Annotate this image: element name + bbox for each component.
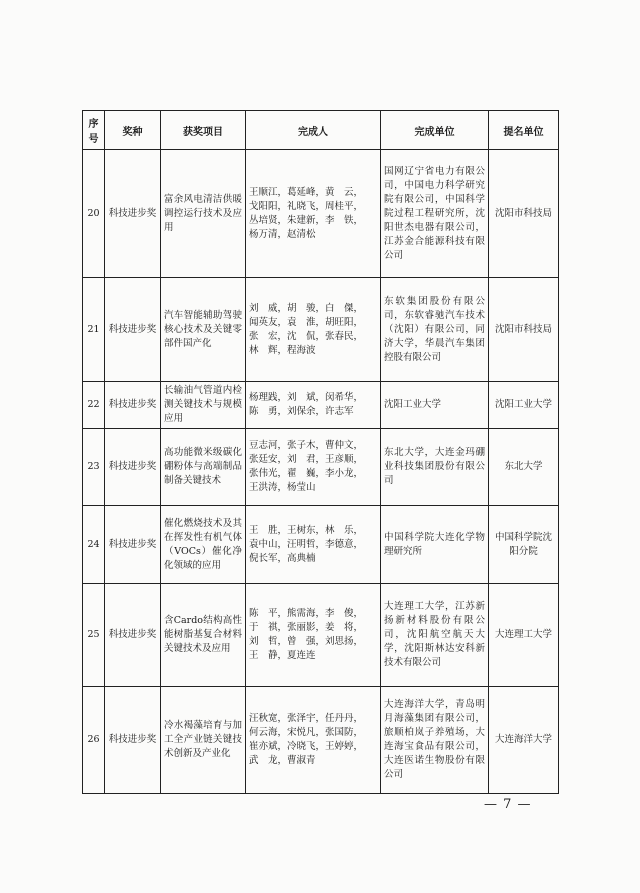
contributor-line: 于 祺，张丽影，姜 将， [249,622,364,633]
completing-units: 沈阳工业大学 [381,382,489,429]
row-number: 23 [83,429,105,506]
contributors [246,150,381,278]
nominating-unit: 东北大学 [489,429,559,506]
completing-units: 大连海洋大学，青岛明月海藻集团有限公司，旅顺柏岚子养殖场，大连海宝食品有限公司，大连医诺生物股份有限公司 [381,687,489,794]
completing-units: 东北大学，大连金玛硼业科技集团股份有限公司 [381,429,489,506]
award-type: 科技进步奖 [105,382,161,429]
page-number: — 7 — [484,797,532,812]
contributors [246,584,381,687]
contributor-line: 王顺江，葛延峰，黄 云， [249,186,364,198]
contributor-line: 张伟光，翟 巍，李小龙， [249,468,364,479]
table-row [83,506,559,584]
contributor-line: 丛培贤，朱建新，李 铁， [249,214,364,226]
project-name: 高功能微米级碳化硼粉体与高端制品制备关键技术 [161,429,246,506]
contributor-line: 汪秋宽，张泽宇，任丹丹， [249,713,364,724]
contributor-line: 王 静，夏连连 [249,650,316,661]
awards-table [82,110,559,794]
row-number: 21 [83,278,105,382]
row-number: 25 [83,584,105,687]
nominating-unit: 大连理工大学 [489,584,559,687]
contributor-line: 刘 哲，曾 强，刘思扬， [249,636,364,647]
award-type: 科技进步奖 [105,506,161,584]
header-project: 获奖项目 [161,111,246,150]
row-number: 26 [83,687,105,794]
award-type: 科技进步奖 [105,150,161,278]
table-row [83,382,559,429]
project-name: 含Cardo结构高性能树脂基复合材料关键技术及应用 [161,584,246,687]
project-name: 汽车智能辅助驾驶核心技术及关键零部件国产化 [161,278,246,382]
contributor-line: 张廷安，刘 君，王彦顺， [249,454,364,465]
table-row [83,584,559,687]
completing-units: 东软集团股份有限公司，东软睿驰汽车技术（沈阳）有限公司，同济大学，华晨汽车集团控股有限公司 [381,278,489,382]
award-type: 科技进步奖 [105,584,161,687]
contributor-line: 何云海，宋悦凡，张国防， [249,727,364,738]
award-type: 科技进步奖 [105,429,161,506]
nominating-unit: 中国科学院沈阳分院 [489,506,559,584]
contributors [246,506,381,584]
row-number: 20 [83,150,105,278]
contributor-line: 陈 勇，刘保余，许志军 [249,406,354,417]
row-number: 24 [83,506,105,584]
completing-units: 大连理工大学，江苏新扬新材料股份有限公司，沈阳航空航天大学，沈阳斯林达安科新技术有限公司 [381,584,489,687]
award-type: 科技进步奖 [105,687,161,794]
contributors [246,687,381,794]
contributor-line: 陈 平，熊需海，李 俊， [249,608,364,619]
completing-units: 国网辽宁省电力有限公司，中国电力科学研究院有限公司，中国科学院过程工程研究所，沈阳世杰电器有限公司，江苏金合能源科技有限公司 [381,150,489,278]
contributor-line: 杨万清，赵清松 [249,228,316,240]
nominating-unit: 大连海洋大学 [489,687,559,794]
nominating-unit: 沈阳工业大学 [489,382,559,429]
award-type: 科技进步奖 [105,278,161,382]
contributor-line: 崔亦斌，冷晓飞，王婷婷， [249,741,364,752]
project-name: 长输油气管道内检测关键技术与规模应用 [161,382,246,429]
contributor-line: 林 辉，程海波 [249,344,316,356]
contributors [246,278,381,382]
contributor-line: 杨理践，刘 斌，闵希华， [249,392,364,403]
project-name: 冷水褐藻培育与加工全产业链关键技术创新及产业化 [161,687,246,794]
table-row [83,150,559,278]
table-row [83,687,559,794]
contributor-line: 王 胜，王树东，林 乐， [249,524,364,536]
completing-units: 中国科学院大连化学物理研究所 [381,506,489,584]
contributor-line: 闻英友，袁 淮，胡旺阳， [249,316,364,328]
contributor-line: 张 宏，沈 侃，张春民， [249,330,364,342]
header-no: 序号 [83,111,105,150]
contributor-line: 袁中山，汪明哲，李德意， [249,538,364,550]
table-header-row [83,111,559,150]
contributors [246,382,381,429]
nominating-unit: 沈阳市科技局 [489,150,559,278]
row-number: 22 [83,382,105,429]
project-name: 富余风电清洁供暖调控运行技术及应用 [161,150,246,278]
header-nominator: 提名单位 [489,111,559,150]
header-units: 完成单位 [381,111,489,150]
contributor-line: 武 龙，曹淑青 [249,755,316,766]
contributor-line: 倪长军，高典楠 [249,552,316,564]
project-name: 催化燃烧技术及其在挥发性有机气体（VOCs）催化净化领域的应用 [161,506,246,584]
contributor-line: 戈阳阳，礼晓飞，周桂平， [249,200,364,212]
contributor-line: 豆志河，张子木，曹仲文， [249,440,364,451]
table-row [83,278,559,382]
contributors [246,429,381,506]
contributor-line: 王洪涛，杨莹山 [249,482,316,493]
header-award-type: 奖种 [105,111,161,150]
contributor-line: 刘 威，胡 骏，白 傑， [249,302,364,314]
header-contributors: 完成人 [246,111,381,150]
nominating-unit: 沈阳市科技局 [489,278,559,382]
table-row [83,429,559,506]
